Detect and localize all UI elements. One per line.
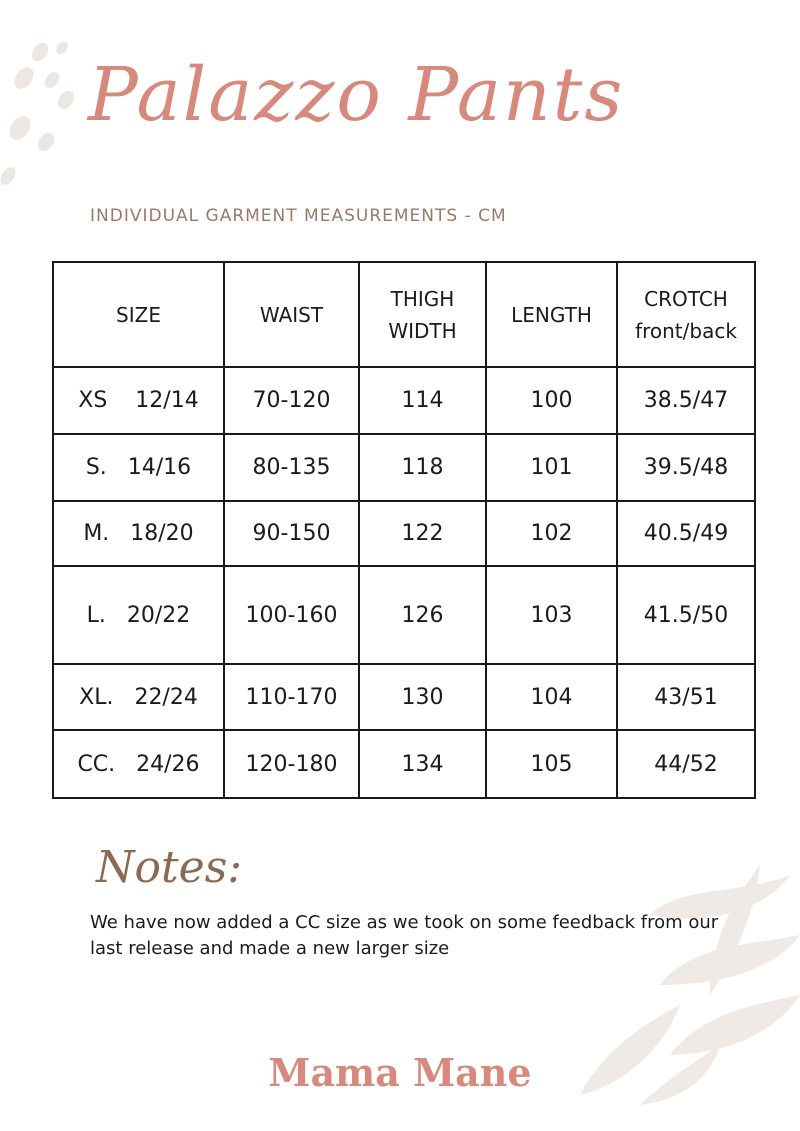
size-chart-table	[52, 261, 756, 799]
notes-body: We have now added a CC size as we took on some feedback from our last release and made a new larger size	[90, 912, 719, 959]
cell-length: 103	[486, 566, 617, 664]
cell-size: M. 18/20	[53, 501, 224, 566]
cell-waist: 80-135	[224, 434, 359, 501]
table-row	[53, 730, 755, 798]
cell-length: 101	[486, 434, 617, 501]
header-waist: WAIST	[224, 262, 359, 367]
cell-crotch: 44/52	[617, 730, 755, 798]
cell-thigh-width: 114	[359, 367, 486, 434]
page-title: Palazzo Pants	[88, 52, 625, 138]
decorative-dots	[0, 30, 90, 200]
cell-length: 102	[486, 501, 617, 566]
cell-waist: 120-180	[224, 730, 359, 798]
cell-thigh-width: 130	[359, 664, 486, 730]
cell-waist: 70-120	[224, 367, 359, 434]
cell-crotch: 38.5/47	[617, 367, 755, 434]
header-length: LENGTH	[486, 262, 617, 367]
cell-thigh-width: 126	[359, 566, 486, 664]
cell-size: XS 12/14	[53, 367, 224, 434]
subtitle: INDIVIDUAL GARMENT MEASUREMENTS - CM	[90, 206, 507, 226]
table-header-row	[53, 262, 755, 367]
table-row	[53, 367, 755, 434]
table-row	[53, 566, 755, 664]
cell-length: 100	[486, 367, 617, 434]
header-size: SIZE	[53, 262, 224, 367]
cell-size: L. 20/22	[53, 566, 224, 664]
notes-heading: Notes:	[96, 842, 243, 893]
cell-crotch: 43/51	[617, 664, 755, 730]
header-thigh-width: THIGH WIDTH	[359, 262, 486, 367]
cell-crotch: 40.5/49	[617, 501, 755, 566]
header-crotch: CROTCH front/back	[617, 262, 755, 367]
brand-logo-text: Mama Mane	[268, 1050, 532, 1095]
cell-crotch: 39.5/48	[617, 434, 755, 501]
table-row	[53, 434, 755, 501]
cell-waist: 90-150	[224, 501, 359, 566]
cell-crotch: 41.5/50	[617, 566, 755, 664]
cell-thigh-width: 134	[359, 730, 486, 798]
cell-size: CC. 24/26	[53, 730, 224, 798]
cell-size: S. 14/16	[53, 434, 224, 501]
cell-length: 104	[486, 664, 617, 730]
cell-length: 105	[486, 730, 617, 798]
cell-waist: 110-170	[224, 664, 359, 730]
table-row	[53, 501, 755, 566]
table-row	[53, 664, 755, 730]
cell-size: XL. 22/24	[53, 664, 224, 730]
cell-waist: 100-160	[224, 566, 359, 664]
cell-thigh-width: 118	[359, 434, 486, 501]
cell-thigh-width: 122	[359, 501, 486, 566]
